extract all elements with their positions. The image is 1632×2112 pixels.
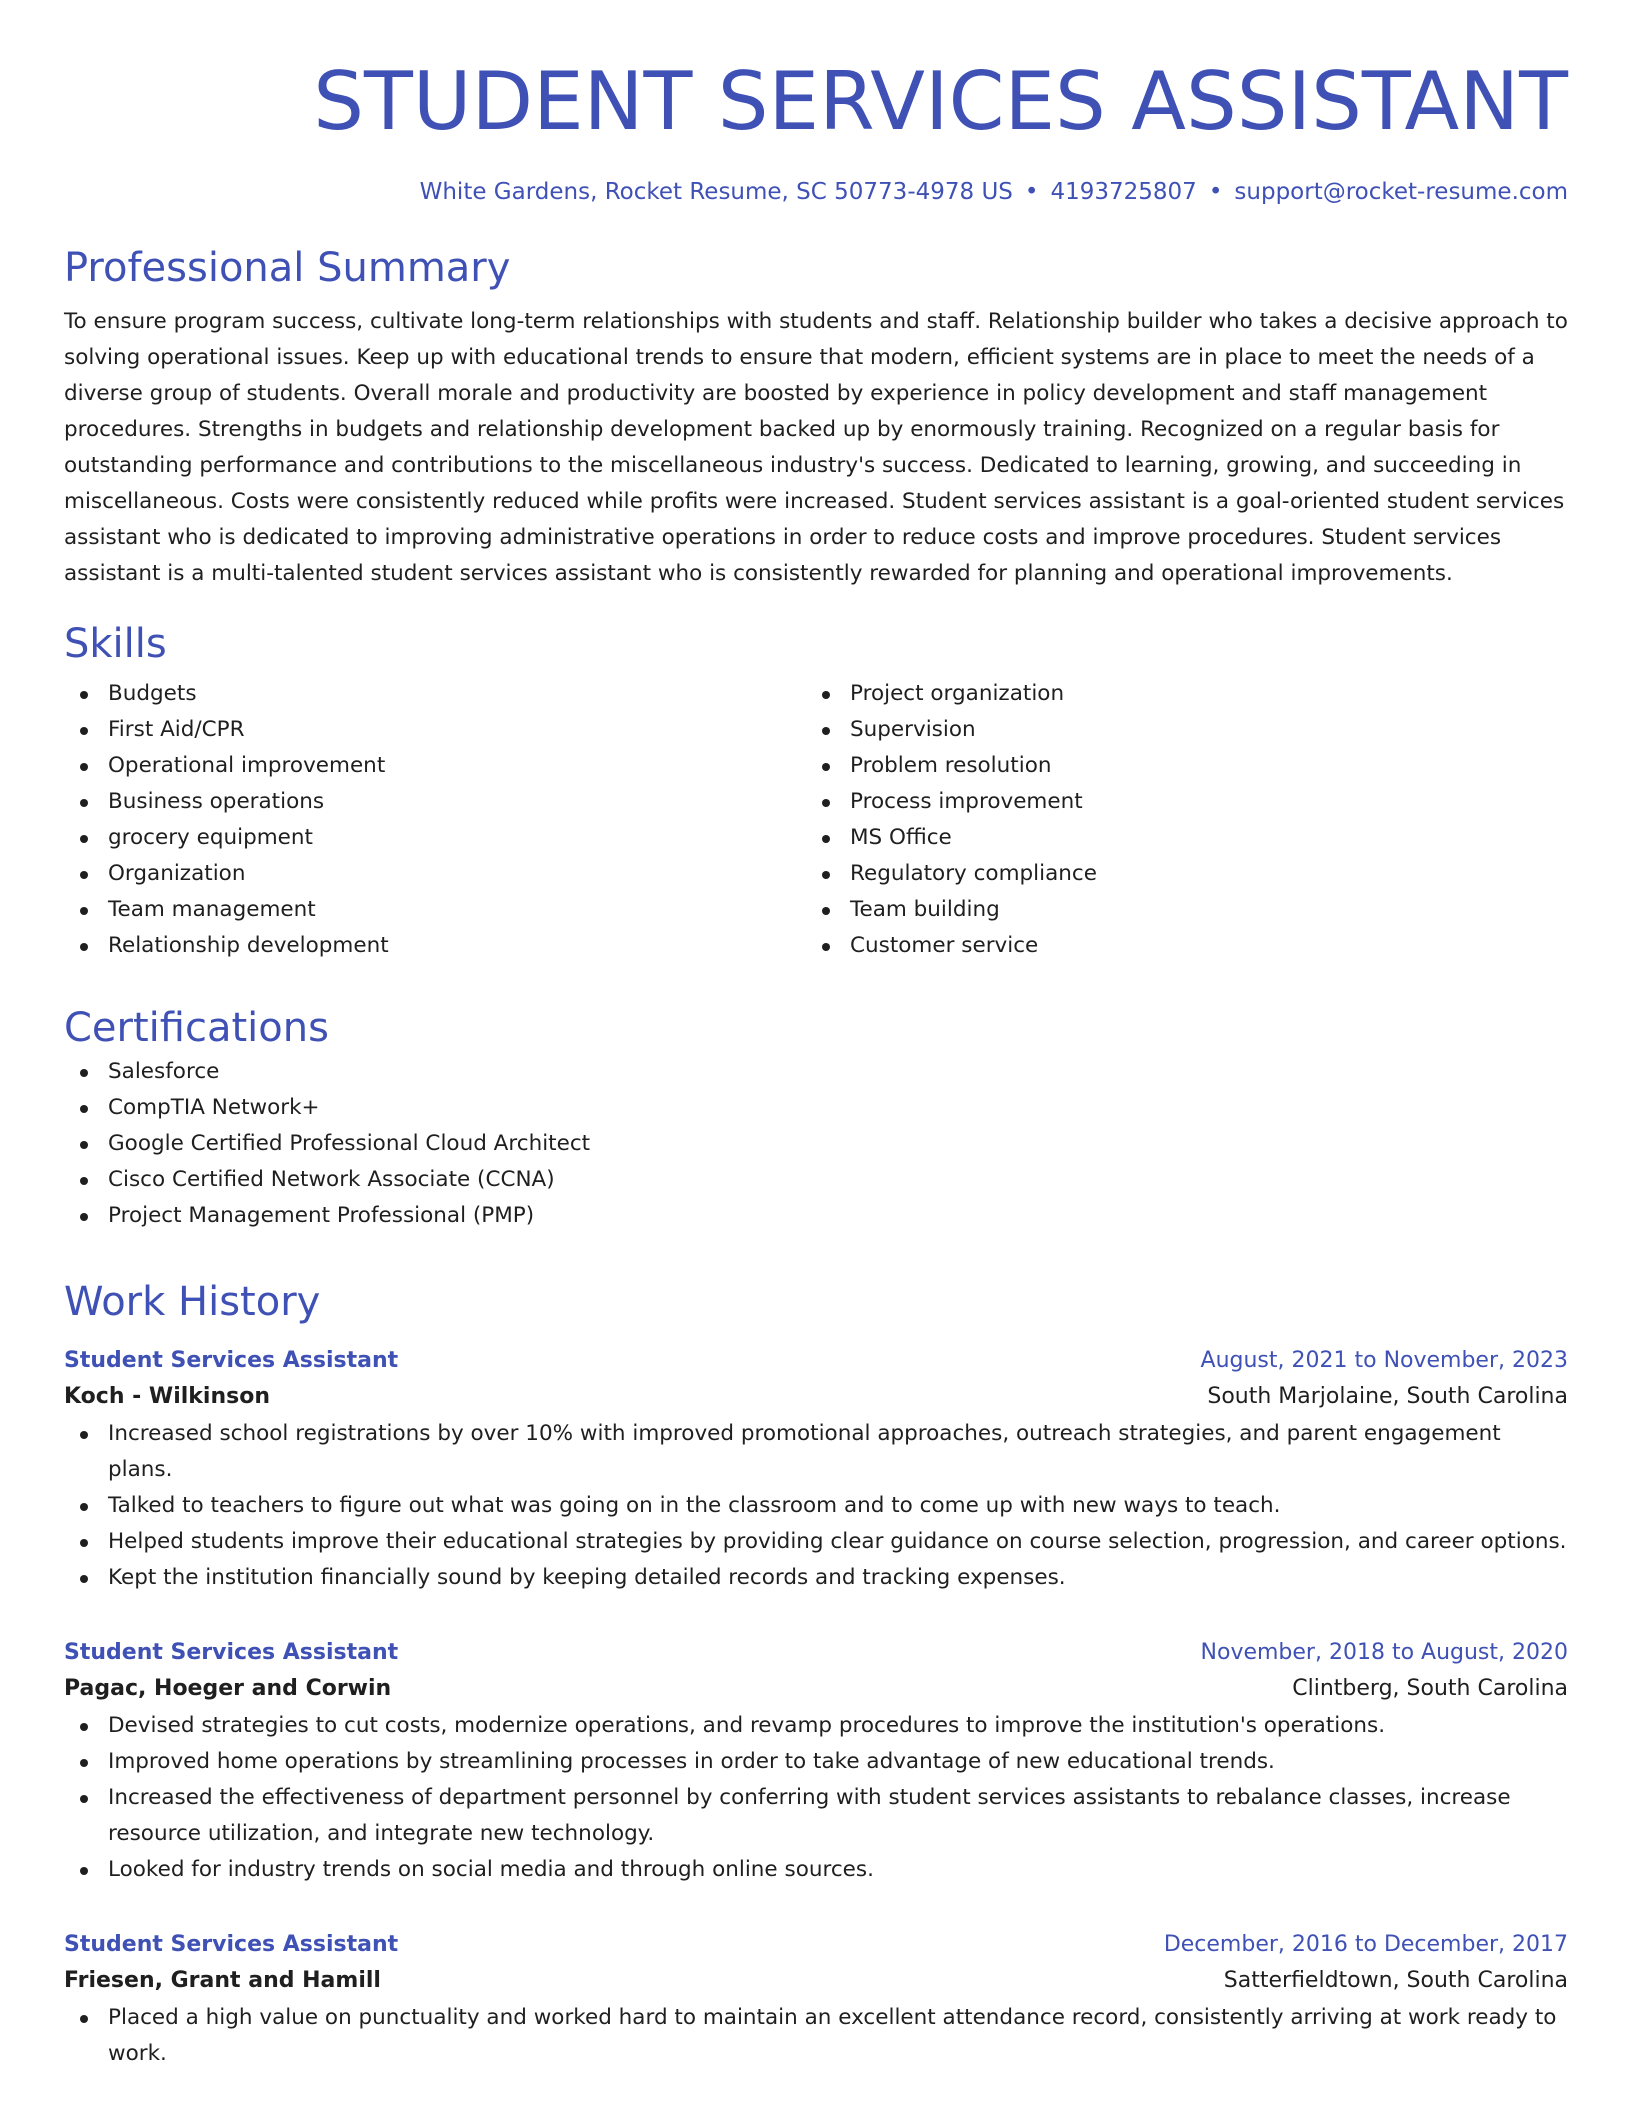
job-company: Pagac, Hoeger and Corwin — [64, 1676, 392, 1701]
job-title: Student Services Assistant — [64, 1348, 399, 1373]
job-duty-item: Looked for industry trends on social media and through online sources. — [108, 1852, 1568, 1888]
certifications-list — [64, 1054, 1568, 1234]
job-company-row — [64, 1378, 1568, 1416]
contact-separator: • — [1208, 179, 1223, 205]
candidate-name: STUDENT SERVICES ASSISTANT — [313, 55, 1568, 148]
skill-item: Team management — [108, 892, 806, 928]
skill-item: Regulatory compliance — [850, 856, 1548, 892]
job-duty-item: Increased the effectiveness of department personnel by conferring with student services assistants to rebalance classes, increase resource utilization, and integrate new technology. — [108, 1780, 1568, 1852]
skills-list-left — [64, 676, 806, 964]
job-title-row — [64, 1928, 1568, 1962]
job-duties-list — [64, 2000, 1568, 2072]
contact-email[interactable]: support@rocket-resume.com — [1234, 179, 1568, 205]
job-duty-item: Kept the institution financially sound by keeping detailed records and tracking expenses. — [108, 1560, 1568, 1596]
job-duty-item: Placed a high value on punctuality and worked hard to maintain an excellent attendance record, consistently arriving at work ready to work. — [108, 2000, 1568, 2072]
skills-columns — [64, 676, 1568, 964]
job-title-row — [64, 1636, 1568, 1670]
work-history-heading: Work History — [64, 1279, 321, 1325]
job-duty-item: Improved home operations by streamlining processes in order to take advantage of new educational trends. — [108, 1744, 1568, 1780]
skill-item: First Aid/CPR — [108, 712, 806, 748]
job-location: Clintberg, South Carolina — [1292, 1676, 1568, 1701]
job-duties-list — [64, 1708, 1568, 1888]
job-entry — [64, 1928, 1568, 2072]
certification-item: Project Management Professional (PMP) — [108, 1198, 1568, 1234]
skill-item: Organization — [108, 856, 806, 892]
certification-item: Salesforce — [108, 1054, 1568, 1090]
skill-item: Budgets — [108, 676, 806, 712]
job-duty-item: Increased school registrations by over 10% with improved promotional approaches, outreach strategies, and parent engagement plans. — [108, 1416, 1568, 1488]
summary-text: To ensure program success, cultivate long-term relationships with students and staff. Relationship builder who takes a decisive approach to solving operational issues. Keep up with educational trends to ensure that modern, efficient systems are in place to meet the needs of a diverse group of students. Overall morale and productivity are boosted by experience in policy development and staff management procedures. Strengths in budgets and relationship development backed up by enormously training. Recognized on a regular basis for outstanding performance and contributions to the miscellaneous industry's success. Dedicated to learning, growing, and succeeding in miscellaneous. Costs were consistently reduced while profits were increased. Student services assistant is a goal-oriented student services assistant who is dedicated to improving administrative operations in order to reduce costs and improve procedures. Student services assistant is a multi-talented student services assistant who is consistently rewarded for planning and operational improvements. — [64, 309, 1568, 586]
job-location: South Marjolaine, South Carolina — [1207, 1384, 1568, 1409]
job-dates: November, 2018 to August, 2020 — [1200, 1640, 1568, 1665]
job-duty-item: Talked to teachers to figure out what was going on in the classroom and to come up with new ways to teach. — [108, 1488, 1568, 1524]
certifications-heading: Certifications — [64, 1005, 329, 1051]
certification-item: CompTIA Network+ — [108, 1090, 1568, 1126]
job-company: Friesen, Grant and Hamill — [64, 1968, 381, 1993]
job-entry — [64, 1344, 1568, 1596]
skill-item: Business operations — [108, 784, 806, 820]
skill-item: Relationship development — [108, 928, 806, 964]
skills-column-left — [64, 676, 806, 964]
contact-address: White Gardens, Rocket Resume, SC 50773-4978 US — [419, 179, 1013, 205]
job-dates: December, 2016 to December, 2017 — [1163, 1932, 1568, 1957]
certification-item: Google Certified Professional Cloud Architect — [108, 1126, 1568, 1162]
job-duty-item: Devised strategies to cut costs, modernize operations, and revamp procedures to improve the institution's operations. — [108, 1708, 1568, 1744]
job-title: Student Services Assistant — [64, 1932, 399, 1957]
job-location: Satterfieldtown, South Carolina — [1223, 1968, 1568, 1993]
resume-header — [64, 0, 1568, 208]
skill-item: MS Office — [850, 820, 1548, 856]
contact-phone: 4193725807 — [1050, 179, 1197, 205]
skill-item: Supervision — [850, 712, 1548, 748]
job-dates: August, 2021 to November, 2023 — [1200, 1348, 1568, 1373]
skills-list-right — [806, 676, 1548, 964]
job-duties-list — [64, 1416, 1568, 1596]
skill-item: Team building — [850, 892, 1548, 928]
contact-separator: • — [1024, 179, 1039, 205]
skill-item: grocery equipment — [108, 820, 806, 856]
skill-item: Process improvement — [850, 784, 1548, 820]
skill-item: Operational improvement — [108, 748, 806, 784]
job-title-row — [64, 1344, 1568, 1378]
job-company-row — [64, 1962, 1568, 2000]
job-entry — [64, 1636, 1568, 1888]
job-title: Student Services Assistant — [64, 1640, 399, 1665]
skills-heading: Skills — [64, 621, 167, 667]
skill-item: Project organization — [850, 676, 1548, 712]
skills-column-right — [806, 676, 1548, 964]
summary-heading: Professional Summary — [64, 245, 511, 291]
certification-item: Cisco Certified Network Associate (CCNA) — [108, 1162, 1568, 1198]
job-company: Koch - Wilkinson — [64, 1384, 270, 1409]
job-company-row — [64, 1670, 1568, 1708]
skill-item: Customer service — [850, 928, 1548, 964]
skill-item: Problem resolution — [850, 748, 1548, 784]
contact-line — [64, 176, 1568, 208]
job-duty-item: Helped students improve their educational strategies by providing clear guidance on course selection, progression, and career options. — [108, 1524, 1568, 1560]
